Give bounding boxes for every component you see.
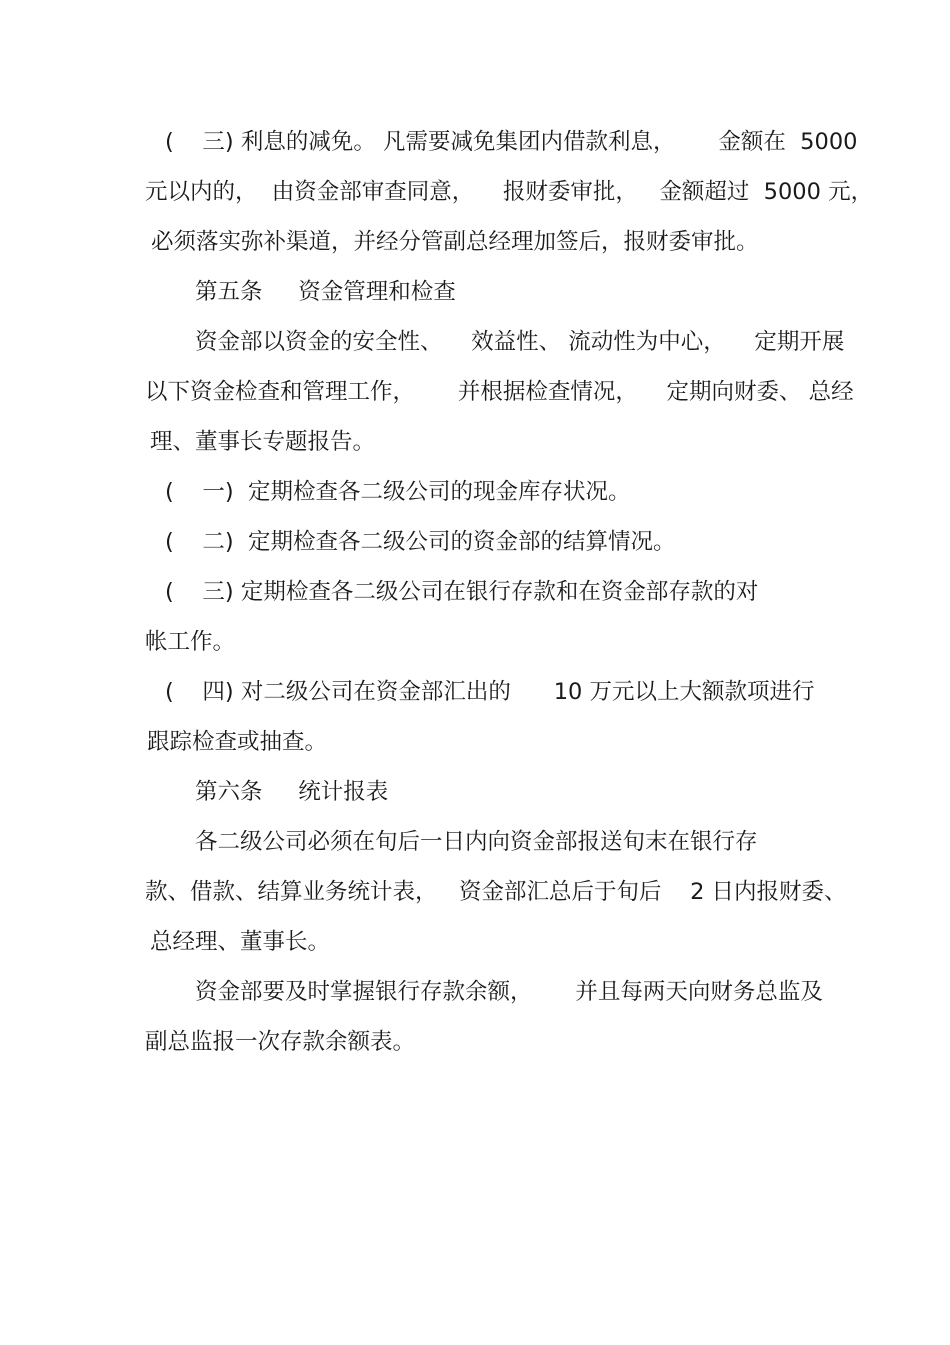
text-line: 以下资金检查和管理工作， 并根据检查情况， 定期向财委、 总经 (145, 379, 854, 405)
text-line: 帐工作。 (145, 629, 236, 655)
section-heading: 第六条 统计报表 (195, 779, 389, 805)
text-line: 资金部要及时掌握银行存款余额， 并且每两天向财务总监及 (195, 979, 823, 1005)
text-line: 副总监报一次存款余额表。 (145, 1029, 416, 1055)
text-line: 必须落实弥补渠道，并经分管副总经理加签后，报财委审批。 (151, 229, 759, 255)
text-line: 款、借款、结算业务统计表， 资金部汇总后于旬后 2 日内报财委、 (145, 879, 847, 905)
text-line: 跟踪检查或抽查。 (147, 729, 328, 755)
text-line: 各二级公司必须在旬后一日内向资金部报送旬末在银行存 (195, 829, 758, 855)
text-line: 元以内的， 由资金部审查同意， 报财委审批， 金额超过 5000 元， (145, 179, 874, 205)
list-item: ( 二) 定期检查各二级公司的资金部的结算情况。 (165, 529, 676, 555)
section-heading: 第五条 资金管理和检查 (195, 279, 456, 305)
text-line: 理、董事长专题报告。 (150, 429, 376, 455)
text-line: 总经理、董事长。 (150, 929, 331, 955)
text-line: 资金部以资金的安全性、 效益性、 流动性为中心， 定期开展 (195, 329, 845, 355)
list-item: ( 四) 对二级公司在资金部汇出的 10 万元以上大额款项进行 (165, 679, 815, 705)
text-line: ( 三) 利息的减免。 凡需要减免集团内借款利息， 金额在 5000 (165, 129, 858, 155)
list-item: ( 三) 定期检查各二级公司在银行存款和在资金部存款的对 (165, 579, 759, 605)
list-item: ( 一) 定期检查各二级公司的现金库存状况。 (165, 479, 631, 505)
